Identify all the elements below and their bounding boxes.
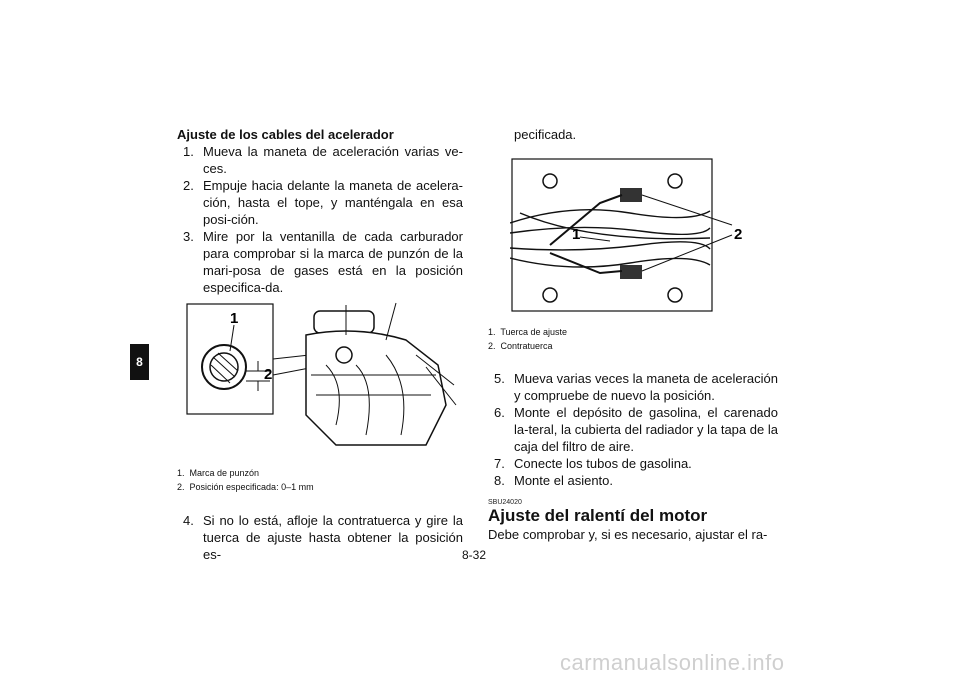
- caption-number: 1.: [177, 468, 185, 478]
- bolt-icon: [668, 288, 682, 302]
- step-number: 8.: [494, 473, 505, 488]
- section-title: Ajuste del ralentí del motor: [488, 506, 708, 525]
- step-number: 4.: [183, 513, 194, 528]
- caption-item: [177, 480, 463, 494]
- adjust-nut-lower: [620, 265, 642, 279]
- step-text: Mueva la maneta de aceleración varias ve-ces.: [203, 144, 463, 176]
- bolt-icon: [543, 174, 557, 188]
- step-item: [488, 472, 778, 489]
- step-number: 7.: [494, 456, 505, 471]
- left-captions: [177, 466, 463, 494]
- caption-number: 1.: [488, 327, 496, 337]
- cables-figure: [510, 153, 760, 318]
- caption-item: [177, 466, 463, 480]
- caption-text: Tuerca de ajuste: [500, 327, 568, 337]
- section-code: SBU24020: [488, 499, 522, 506]
- adjust-screw: [336, 347, 352, 363]
- caption-number: 2.: [177, 482, 185, 492]
- step-number: 2.: [183, 178, 194, 193]
- step-item: [177, 512, 463, 563]
- section-text: Debe comprobar y, si es necesario, ajustar el ra-: [488, 527, 768, 542]
- callout-1: 1: [572, 226, 581, 243]
- fuel-cap: [314, 311, 374, 333]
- throttle-cables-illustration: [510, 153, 760, 318]
- step4-block: [177, 512, 463, 563]
- bolt-icon: [668, 174, 682, 188]
- caption-text: Marca de punzón: [189, 468, 260, 478]
- caption-item: [488, 325, 778, 339]
- steps-list: [177, 512, 463, 563]
- step-text: Si no lo está, afloje la contratuerca y gire la tuerca de ajuste hasta obtener la posición es-: [203, 513, 463, 562]
- step-number: 1.: [183, 144, 194, 159]
- step-text: Monte el depósito de gasolina, el carenado la-teral, la cubierta del radiador y la tapa de la caja del filtro de aire.: [514, 405, 778, 454]
- step-item: [177, 228, 463, 296]
- step-number: 3.: [183, 229, 194, 244]
- watermark: carmanualsonline.info: [560, 650, 785, 675]
- caption-item: [488, 339, 778, 353]
- step-number: 5.: [494, 371, 505, 386]
- callout-1: 1: [230, 310, 239, 327]
- caption-number: 2.: [488, 341, 496, 351]
- step-item: [177, 143, 463, 177]
- left-column: [177, 126, 463, 296]
- step-text: Monte el asiento.: [514, 473, 614, 488]
- callout-2: 2: [734, 226, 743, 243]
- bolt-icon: [543, 288, 557, 302]
- step-item: [488, 455, 778, 472]
- step-item: [488, 370, 778, 404]
- right-column-top: [488, 126, 778, 143]
- carburetor-body: [306, 331, 446, 445]
- step-text: Mueva varias veces la maneta de aceleración y compruebe de nuevo la posición.: [514, 371, 778, 403]
- steps-list: [177, 143, 463, 296]
- step-item: [488, 404, 778, 455]
- carburetor-figure: [186, 295, 462, 455]
- page-number: 8-32: [462, 548, 487, 562]
- continuation-text: pecificada.: [514, 127, 577, 142]
- step-text: Mire por la ventanilla de cada carburador para comprobar si la marca de punzón de la mari-posa de gases está en la posición especifica-da.: [203, 229, 463, 295]
- step-text: Empuje hacia delante la maneta de acelera-ción, hasta el tope, y manténgala en esa posi-ción.: [203, 178, 463, 227]
- right-steps: [488, 370, 778, 543]
- right-captions: [488, 325, 778, 353]
- step-number: 6.: [494, 405, 505, 420]
- caption-text: Posición especificada: 0–1 mm: [189, 482, 314, 492]
- step-text: Conecte los tubos de gasolina.: [514, 456, 692, 471]
- chapter-tab: 8: [130, 344, 149, 380]
- steps-list: [488, 370, 778, 489]
- adjust-nut-upper: [620, 188, 642, 202]
- carburetor-illustration: [186, 295, 462, 455]
- step-item: [177, 177, 463, 228]
- section-heading: Ajuste de los cables del acelerador: [177, 127, 394, 142]
- callout-2: 2: [264, 366, 273, 383]
- caption-text: Contratuerca: [500, 341, 553, 351]
